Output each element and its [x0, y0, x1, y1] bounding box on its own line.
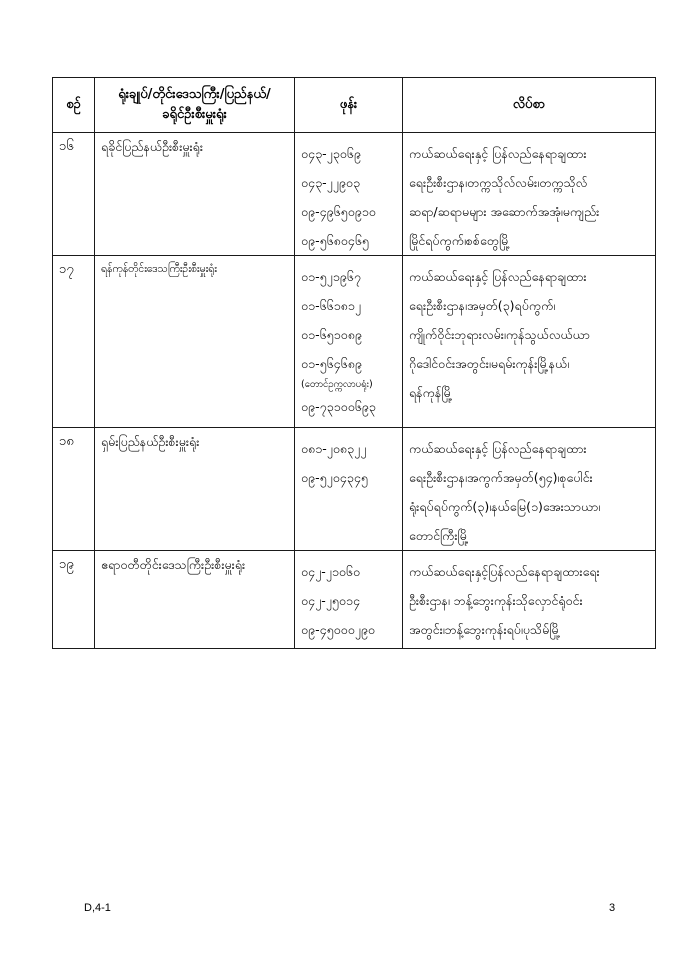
- address-line: ရေးဦးစီးဌာန၊အမှတ်(၃)ရပ်ကွက်၊: [409, 298, 556, 313]
- office-directory-table: [52, 77, 656, 649]
- header-office: [95, 78, 295, 133]
- phone-list: [295, 256, 403, 428]
- phone-note: (တောင်ဥက္ကလာပရုံး): [301, 379, 373, 390]
- address-line: မြိုင်ရပ်ကွက်၊စစ်တွေမြို့: [409, 233, 511, 248]
- phone-number: ၀၉-၄၉၆၅၀၉၁၀: [301, 204, 376, 219]
- row-number: ၁၆: [53, 133, 95, 256]
- phone-number: ၀၄၂-၂၅၀၁၄: [301, 593, 360, 608]
- phone-number: ၀၄၃-၂၂၉၀၃: [301, 175, 360, 190]
- header-phone: ဖုန်း: [295, 78, 403, 133]
- phone-list: [295, 428, 403, 551]
- address-block: [403, 428, 656, 551]
- table-row: [53, 256, 656, 428]
- phone-number: ၀၁-၅၂၁၉၆၇: [301, 269, 361, 284]
- footer-page-number: 3: [609, 902, 616, 914]
- office-name: ရှမ်းပြည်နယ်ဦးစီးမှူးရုံး: [95, 428, 295, 551]
- phone-number: ၀၄၂-၂၁၀၆၀: [301, 564, 360, 579]
- address-line: ရန်ကုန်မြို့: [409, 385, 453, 400]
- office-name: ရန်ကုန်တိုင်းဒေသကြီးဦးစီးမှူးရုံး: [95, 256, 295, 428]
- address-block: [403, 256, 656, 428]
- phone-list: [295, 551, 403, 649]
- phone-number: ၀၄၃-၂၃၀၆၉: [301, 146, 361, 161]
- phone-number: ၀၉-၅၂၀၄၃၄၅: [301, 470, 368, 485]
- address-block: [403, 551, 656, 649]
- phone-number: ၀၉-၄၅၀၀၀၂၉၀: [301, 622, 375, 637]
- header-office-line1: ရုံးချုပ်/တိုင်းဒေသကြီး/ပြည်နယ်/: [118, 87, 271, 102]
- phone-number: ၀၉-၅၆၈၀၄၆၅: [301, 233, 369, 248]
- table-row: [53, 551, 656, 649]
- address-line: ရုံးရပ်ရပ်ကွက်(၃)၊နယ်မြေ(၁)အေးသာယာ၊: [409, 499, 601, 514]
- row-number: ၁၉: [53, 551, 95, 649]
- row-number: ၁၈: [53, 428, 95, 551]
- header-no: စဥ်: [53, 78, 95, 133]
- address-line: ဂိုဒေါင်ဝင်းအတွင်း၊မရမ်းကုန်းမြို့နယ်၊: [409, 356, 570, 371]
- phone-list: [295, 133, 403, 256]
- address-line: ကယ်ဆယ်ရေးနှင့် ပြန်လည်နေရာချထား: [409, 146, 587, 161]
- header-address: လိပ်စာ: [403, 78, 656, 133]
- office-name: ရခိုင်ပြည်နယ်ဦးစီးမှူးရုံး: [95, 133, 295, 256]
- address-line: ဆရာ/ဆရာမများ အဆောက်အအုံ၊မကျည်း: [409, 204, 600, 219]
- address-line: အတွင်း၊ဘန့်ဘွေးကုန်းရပ်၊ပုသိမ်မြို့: [409, 622, 561, 637]
- address-line: ကျိုက်ဝိုင်းဘုရားလမ်း၊ကုန်သွယ်လယ်ယာ: [409, 327, 590, 342]
- address-line: ရေးဦးစီးဌာန၊တက္ကသိုလ်လမ်း၊တက္ကသိုလ်: [409, 175, 588, 190]
- footer-document-code: D,4-1: [84, 902, 111, 914]
- phone-number: ၀၉-၇၃၁၀၀၆၉၃: [301, 399, 376, 414]
- phone-number: ၀၈၁-၂၀၈၃၂၂: [301, 441, 367, 456]
- address-line: ကယ်ဆယ်ရေးနှင့် ပြန်လည်နေရာချထား: [409, 269, 587, 284]
- address-line: ရေးဦးစီးဌာန၊အကွက်အမှတ်(၅၄)၊စုပေါင်း: [409, 470, 593, 485]
- address-line: ကယ်ဆယ်ရေးနှင့်ပြန်လည်နေရာချထားရေး: [409, 564, 600, 579]
- address-line: ဦးစီးဌာန၊ ဘန့်ဘွေးကုန်းသိုလှောင်ရုံဝင်း: [409, 593, 583, 608]
- table-row: [53, 133, 656, 256]
- address-line: ကယ်ဆယ်ရေးနှင့် ပြန်လည်နေရာချထား: [409, 441, 587, 456]
- address-line: တောင်ကြီးမြို့: [409, 528, 469, 543]
- address-block: [403, 133, 656, 256]
- phone-number: ၀၁-၅၆၄၆၈၉: [301, 356, 362, 371]
- table-header-row: [53, 78, 656, 133]
- header-office-line2: ခရိုင်ဦးစီးမှူးရုံး: [162, 107, 227, 122]
- table-row: [53, 428, 656, 551]
- phone-number: ၀၁-၆၆၁၈၁၂: [301, 298, 361, 313]
- row-number: ၁၇: [53, 256, 95, 428]
- phone-number: ၀၁-၆၅၁၀၈၉: [301, 327, 362, 342]
- office-name: ဧရာဝတီတိုင်းဒေသကြီးဦးစီးမှူးရုံး: [95, 551, 295, 649]
